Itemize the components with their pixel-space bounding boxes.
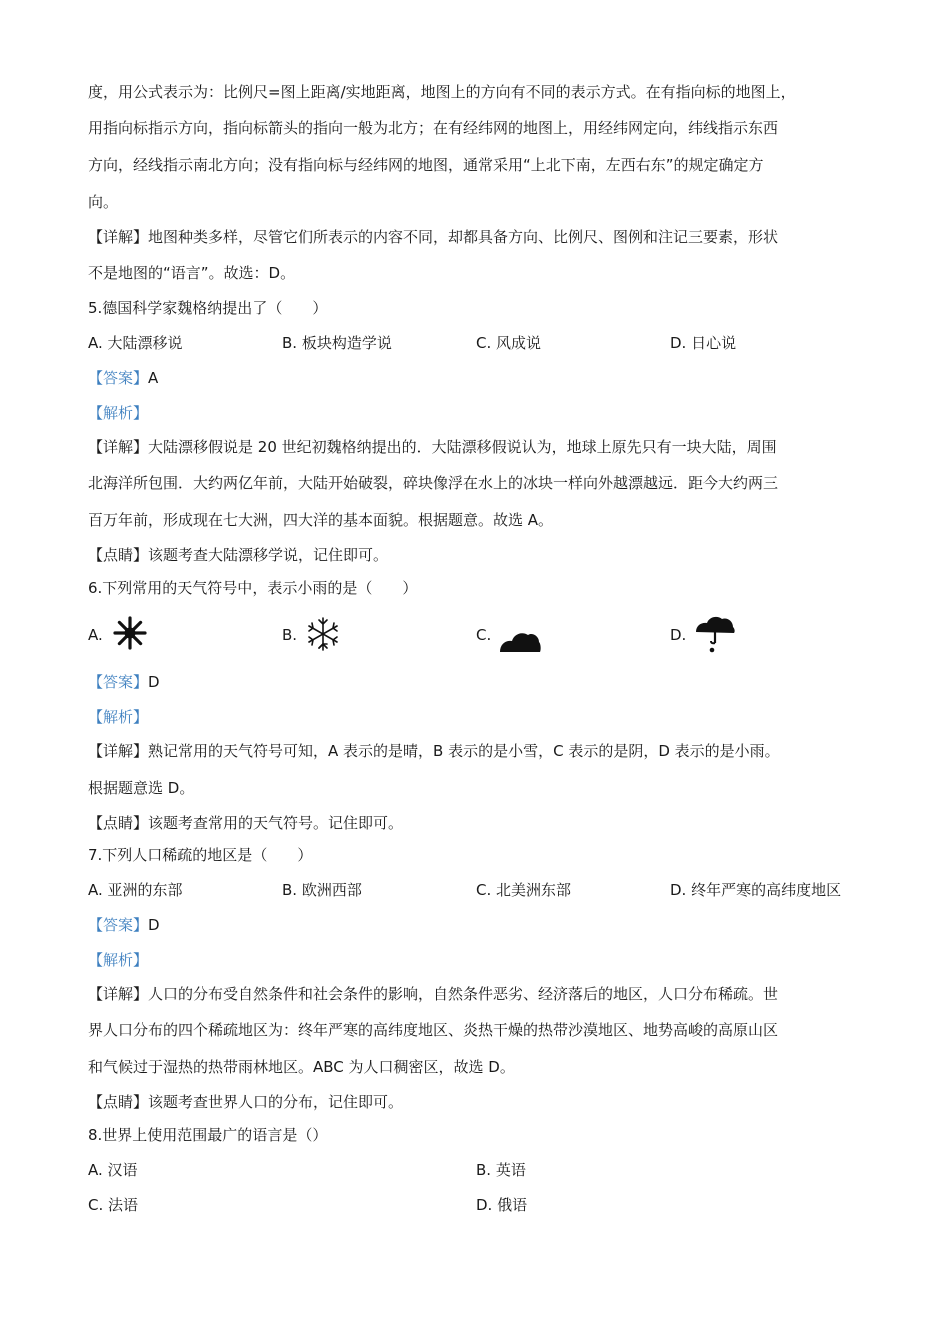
q5-option-d: D. 日心说 [670,334,737,352]
paragraph-line: 度，用公式表示为：比例尺=图上距离/实地距离，地图上的方向有不同的表示方式。在有指向标的地图上， [88,83,796,101]
q7-option-c: C. 北美洲东部 [476,881,572,899]
light-rain-symbol-icon [693,614,737,654]
paragraph-line: 方向，经线指示南北方向；没有指向标与经纬网的地图，通常采用“上北下南，左西右东”的规定确定方 [88,156,764,174]
answer-value: A [148,369,159,387]
q5-answer-row [88,368,158,388]
detail-line: 百万年前，形成现在七大洲，四大洋的基本面貌。根据题意。故选 A。 [88,511,554,529]
paragraph-line: 向。 [88,193,119,211]
answer-value: D [148,916,160,934]
comment-line: 【点睛】该题考查常用的天气符号。记住即可。 [88,814,404,832]
q5-option-a: A. 大陆漂移说 [88,334,183,352]
detail-line: 【详解】熟记常用的天气符号可知，A 表示的是晴，B 表示的是小雪，C 表示的是阴，D 表示的是小雨。 [88,742,780,760]
comment-line: 【点睛】该题考查世界人口的分布，记住即可。 [88,1093,404,1111]
detail-line: 【详解】人口的分布受自然条件和社会条件的影响，自然条件恶劣、经济落后的地区，人口分布稀疏。世 [88,985,779,1003]
q8-option-a: A. 汉语 [88,1161,138,1179]
question-7-title: 7.下列人口稀疏的地区是（ ） [88,846,313,864]
q6-option-a: A. [88,626,103,644]
q7-option-b: B. 欧洲西部 [282,881,362,899]
detail-line: 根据题意选 D。 [88,779,195,797]
q5-option-b: B. 板块构造学说 [282,334,392,352]
q6-option-d: D. [670,626,687,644]
detail-line: 北海洋所包围．大约两亿年前，大陆开始破裂，碎块像浮在水上的冰块一样向外越漂越远．距今大约两三 [88,474,779,492]
question-8-title: 8.世界上使用范围最广的语言是（） [88,1126,328,1144]
q7-option-a: A. 亚洲的东部 [88,881,183,899]
answer-label: 【答案】 [88,369,149,387]
analysis-label: 【解析】 [88,708,149,726]
q6-option-b: B. [282,626,298,644]
question-6-title: 6.下列常用的天气符号中，表示小雨的是（ ） [88,579,418,597]
overcast-symbol-icon [498,628,542,654]
q8-option-c: C. 法语 [88,1196,139,1214]
detail-line: 【详解】地图种类多样，尽管它们所表示的内容不同，却都具备方向、比例尺、图例和注记三要素，形状 [88,228,779,246]
q6-answer-row [88,672,160,692]
q5-option-c: C. 风成说 [476,334,542,352]
question-5-title: 5.德国科学家魏格纳提出了（ ） [88,299,328,317]
detail-line: 不是地图的“语言”。故选：D。 [88,264,296,282]
detail-line: 界人口分布的四个稀疏地区为：终年严寒的高纬度地区、炎热干燥的热带沙漠地区、地势高峻的高原山区 [88,1021,779,1039]
analysis-label: 【解析】 [88,404,149,422]
paragraph-line: 用指向标指示方向，指向标箭头的指向一般为北方；在有经纬网的地图上，用经纬网定向，纬线指示东西 [88,119,779,137]
detail-line: 【详解】大陆漂移假说是 20 世纪初魏格纳提出的．大陆漂移假说认为，地球上原先只有一块大陆，周围 [88,438,777,456]
comment-line: 【点睛】该题考查大陆漂移学说，记住即可。 [88,546,389,564]
q8-option-b: B. 英语 [476,1161,526,1179]
detail-line: 和气候过于湿热的热带雨林地区。ABC 为人口稠密区，故选 D。 [88,1058,515,1076]
light-snow-symbol-icon [304,615,342,653]
q8-option-d: D. 俄语 [476,1196,528,1214]
q6-option-c: C. [476,626,492,644]
answer-value: D [148,673,160,691]
answer-label: 【答案】 [88,916,149,934]
answer-label: 【答案】 [88,673,149,691]
sunny-symbol-icon [112,615,148,651]
q7-option-d: D. 终年严寒的高纬度地区 [670,881,842,899]
analysis-label: 【解析】 [88,951,149,969]
q7-answer-row [88,915,160,935]
